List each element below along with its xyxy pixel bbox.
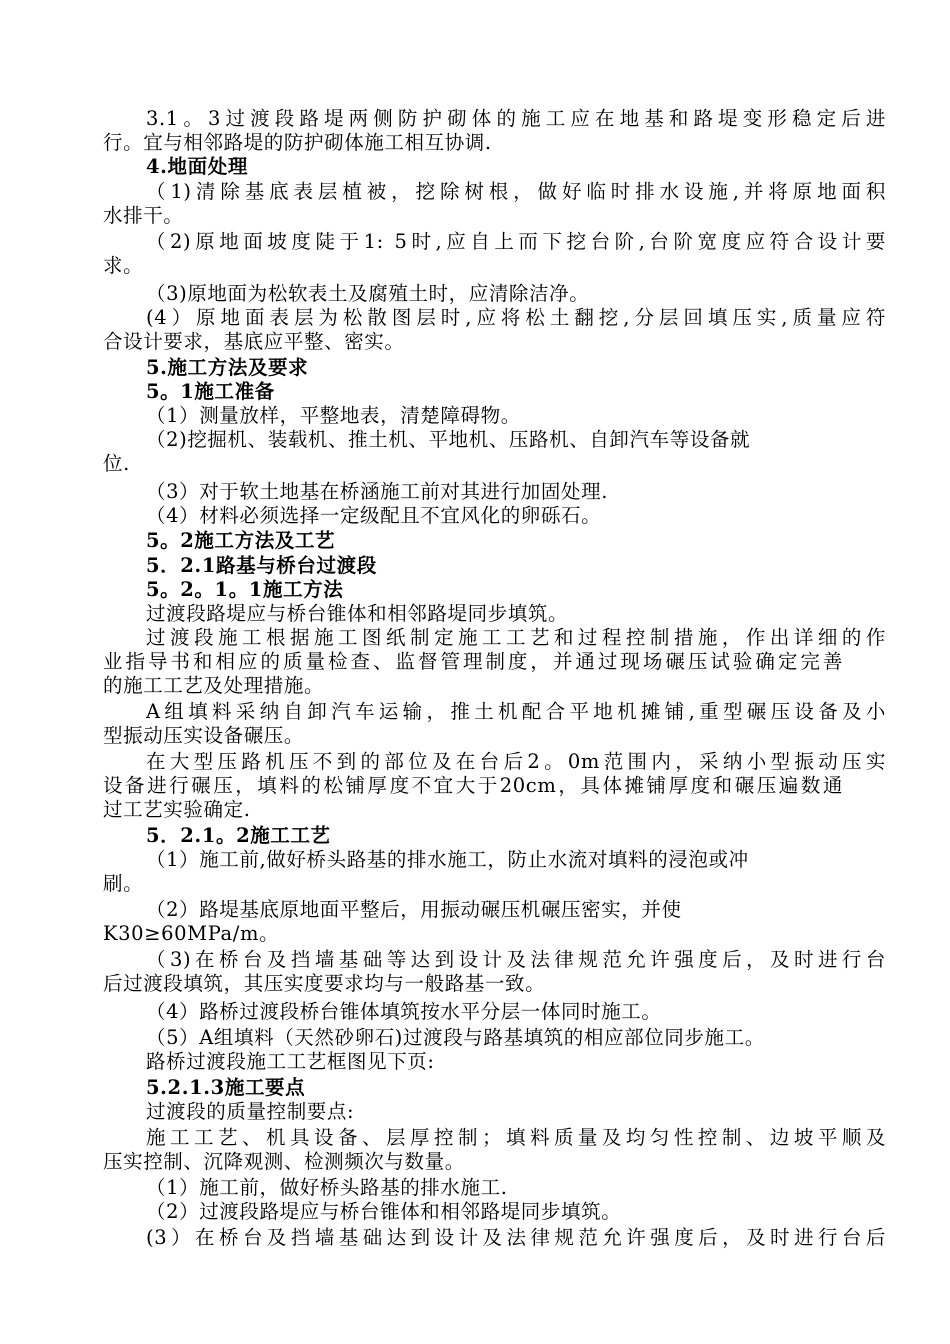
section-heading: 5。1施工准备 [146, 380, 275, 403]
paragraph-line: （3)原地面为松软表土及腐殖土时，应清除洁净。 [146, 282, 590, 305]
paragraph-line: （1）施工前,做好桥头路基的排水施工，防止水流对填料的浸泡或冲 [146, 848, 749, 871]
paragraph-line: （4）路桥过渡段桥台锥体填筑按水平分层一体同时施工。 [146, 1000, 662, 1023]
paragraph-line: (3）在桥台及挡墙基础达到设计及法律规范允许强度后，及时进行台后 [146, 1226, 886, 1249]
paragraph-line: (4）原地面表层为松散图层时,应将松土翻挖,分层回填压实,质量应符 [146, 306, 886, 329]
section-heading: 5.2.1.3施工要点 [146, 1076, 306, 1099]
paragraph-line: 业指导书和相应的质量检查、监督管理制度，并通过现场碾压试验确定完善 [103, 650, 843, 673]
paragraph-line: A组填料采纳自卸汽车运输，推土机配合平地机摊铺,重型碾压设备及小 [146, 700, 886, 723]
paragraph-line: K30≥60MPa/m。 [103, 922, 280, 945]
paragraph-line: （1)清除基底表层植被，挖除树根，做好临时排水设施,并将原地面积 [146, 180, 886, 203]
section-heading: 5．2.1。2施工工艺 [146, 824, 331, 847]
paragraph-line: （1）测量放样，平整地表，清楚障碍物。 [146, 404, 521, 427]
section-heading: 5．2.1路基与桥台过渡段 [146, 554, 377, 577]
paragraph-line: 水排干。 [103, 204, 184, 227]
paragraph-line: 在大型压路机压不到的部位及在台后2。0m范围内，采纳小型振动压实 [146, 750, 886, 773]
paragraph-line: （2）过渡段路堤应与桥台锥体和相邻路堤同步填筑。 [146, 1200, 622, 1223]
paragraph-line: 行。宜与相邻路堤的防护砌体施工相互协调. [103, 131, 492, 154]
section-heading: 5.施工方法及要求 [146, 356, 309, 379]
paragraph-line: （2）路堤基底原地面平整后，用振动碾压机碾压密实，并使 [146, 898, 682, 921]
paragraph-line: 设备进行碾压，填料的松铺厚度不宜大于20cm，具体摊铺厚度和碾压遍数通 [103, 774, 843, 797]
paragraph-line: 压实控制、沉降观测、检测频次与数量。 [103, 1150, 465, 1173]
section-heading: 5。2施工方法及工艺 [146, 529, 336, 552]
paragraph-line: （2)挖掘机、装载机、推土机、平地机、压路机、自卸汽车等设备就 [146, 428, 751, 451]
paragraph-line: 合设计要求，基底应平整、密实。 [103, 330, 405, 353]
paragraph-line: 3.1。3过渡段路堤两侧防护砌体的施工应在地基和路堤变形稳定后进 [146, 107, 886, 130]
paragraph-line: 过渡段施工根据施工图纸制定施工工艺和过程控制措施，作出详细的作 [146, 626, 886, 649]
paragraph-line: （3)在桥台及挡墙基础等达到设计及法律规范允许强度后，及时进行台 [146, 948, 886, 971]
paragraph-line: 后过渡段填筑，其压实度要求均与一般路基一致。 [103, 972, 546, 995]
paragraph-line: （1）施工前，做好桥头路基的排水施工. [146, 1176, 508, 1199]
paragraph-line: 型振动压实设备碾压。 [103, 724, 305, 747]
paragraph-line: 的施工工艺及处理措施。 [103, 674, 325, 697]
paragraph-line: （3）对于软土地基在桥涵施工前对其进行加固处理. [146, 480, 609, 503]
paragraph-line: 求。 [103, 254, 144, 277]
paragraph-line: 位. [103, 452, 130, 475]
paragraph-line: （4）材料必须选择一定级配且不宜风化的卵砾石。 [146, 504, 602, 527]
paragraph-line: （5）A组填料（天然砂卵石)过渡段与路基填筑的相应部位同步施工。 [146, 1026, 765, 1049]
section-heading: 5。2。1。1施工方法 [146, 578, 344, 601]
section-heading: 4.地面处理 [146, 155, 248, 178]
paragraph-line: 过工艺实验确定. [103, 798, 251, 821]
paragraph-line: 路桥过渡段施工工艺框图见下页: [146, 1050, 435, 1073]
paragraph-line: 过渡段路堤应与桥台锥体和相邻路堤同步填筑。 [146, 602, 569, 625]
paragraph-line: 刷。 [103, 872, 144, 895]
paragraph-line: 过渡段的质量控制要点: [146, 1100, 355, 1123]
paragraph-line: （2)原地面坡度陡于1: 5时,应自上而下挖台阶,台阶宽度应符合设计要 [146, 230, 886, 253]
paragraph-line: 施工工艺、机具设备、层厚控制；填料质量及均匀性控制、边坡平顺及 [146, 1126, 886, 1149]
